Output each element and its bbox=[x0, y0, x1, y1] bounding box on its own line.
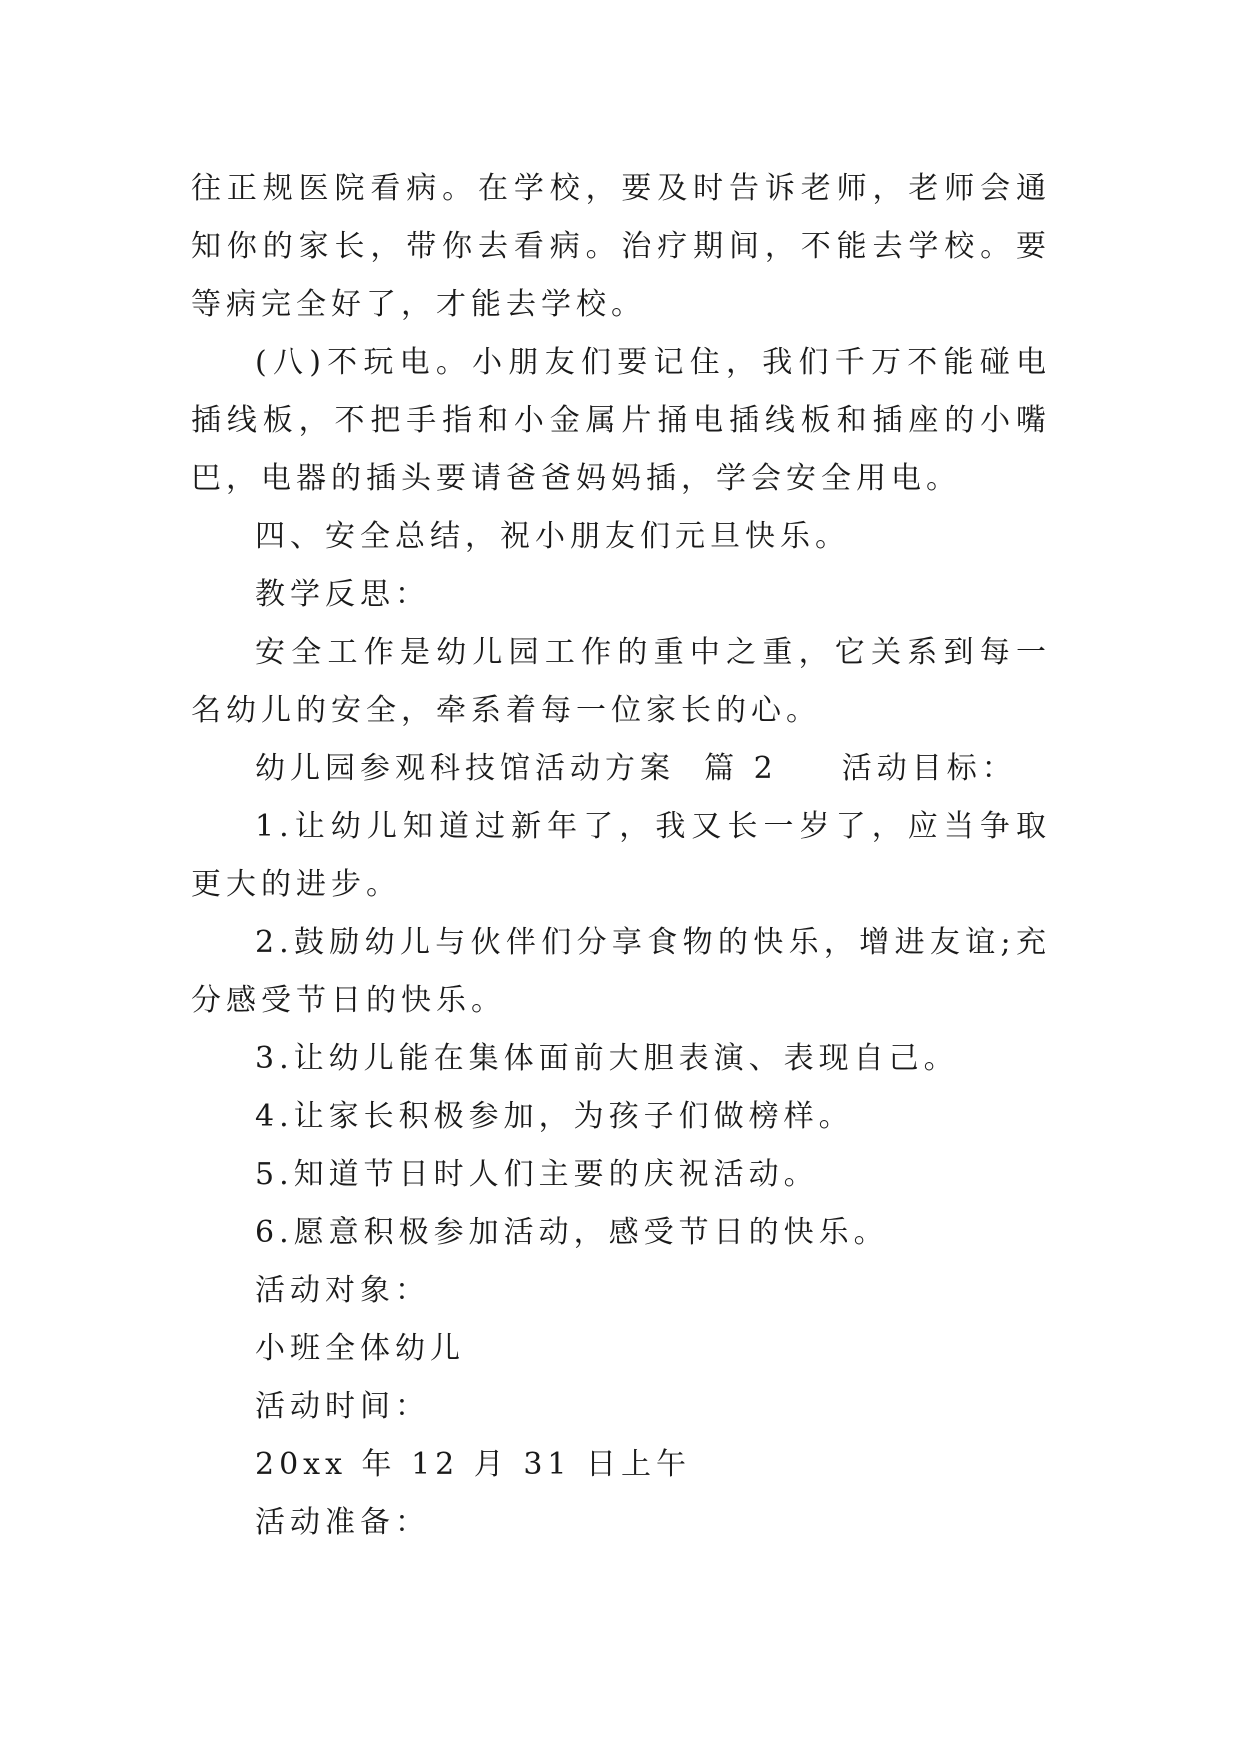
activity-prep-label: 活动准备： bbox=[255, 1505, 430, 1540]
activity-time-label: 活动时间： bbox=[255, 1389, 430, 1424]
activity-target-label: 活动对象： bbox=[255, 1273, 430, 1308]
plan-title: 幼儿园参观科技馆活动方案 bbox=[255, 751, 675, 786]
goal-item: 5.知道节日时人们主要的庆祝活动。 bbox=[255, 1157, 819, 1192]
teaching-reflection-label: 教学反思： bbox=[255, 577, 430, 612]
goal-item: 2.鼓励幼儿与伙伴们分享食物的快乐，增进友谊;充分感受节日的快乐。 bbox=[191, 925, 1051, 1018]
paragraph-continued: 往正规医院看病。在学校，要及时告诉老师，老师会通知你的家长，带你去看病。治疗期间，不能去学校。要等病完全好了，才能去学校。 bbox=[191, 171, 1051, 322]
goal-item: 1.让幼儿知道过新年了，我又长一岁了，应当争取更大的进步。 bbox=[191, 809, 1051, 902]
section-heading-line bbox=[191, 740, 1051, 798]
paragraph-electricity-safety: (八)不玩电。小朋友们要记住，我们千万不能碰电插线板，不把手指和小金属片捅电插线板和插座的小嘴巴，电器的插头要请爸爸妈妈插，学会安全用电。 bbox=[191, 345, 1051, 496]
paragraph-reflection: 安全工作是幼儿园工作的重中之重，它关系到每一名幼儿的安全，牵系着每一位家长的心。 bbox=[191, 635, 1051, 728]
plan-part: 篇 2 bbox=[704, 751, 778, 786]
paragraph-safety-summary: 四、安全总结，祝小朋友们元旦快乐。 bbox=[255, 519, 850, 554]
document-body bbox=[191, 160, 1051, 1552]
goals-label: 活动目标： bbox=[841, 751, 1017, 786]
activity-target-value: 小班全体幼儿 bbox=[255, 1331, 465, 1366]
goal-item: 3.让幼儿能在集体面前大胆表演、表现自己。 bbox=[255, 1041, 959, 1076]
activity-time-value: 20xx 年 12 月 31 日上午 bbox=[255, 1447, 692, 1482]
goal-item: 6.愿意积极参加活动，感受节日的快乐。 bbox=[255, 1215, 889, 1250]
goal-item: 4.让家长积极参加，为孩子们做榜样。 bbox=[255, 1099, 854, 1134]
